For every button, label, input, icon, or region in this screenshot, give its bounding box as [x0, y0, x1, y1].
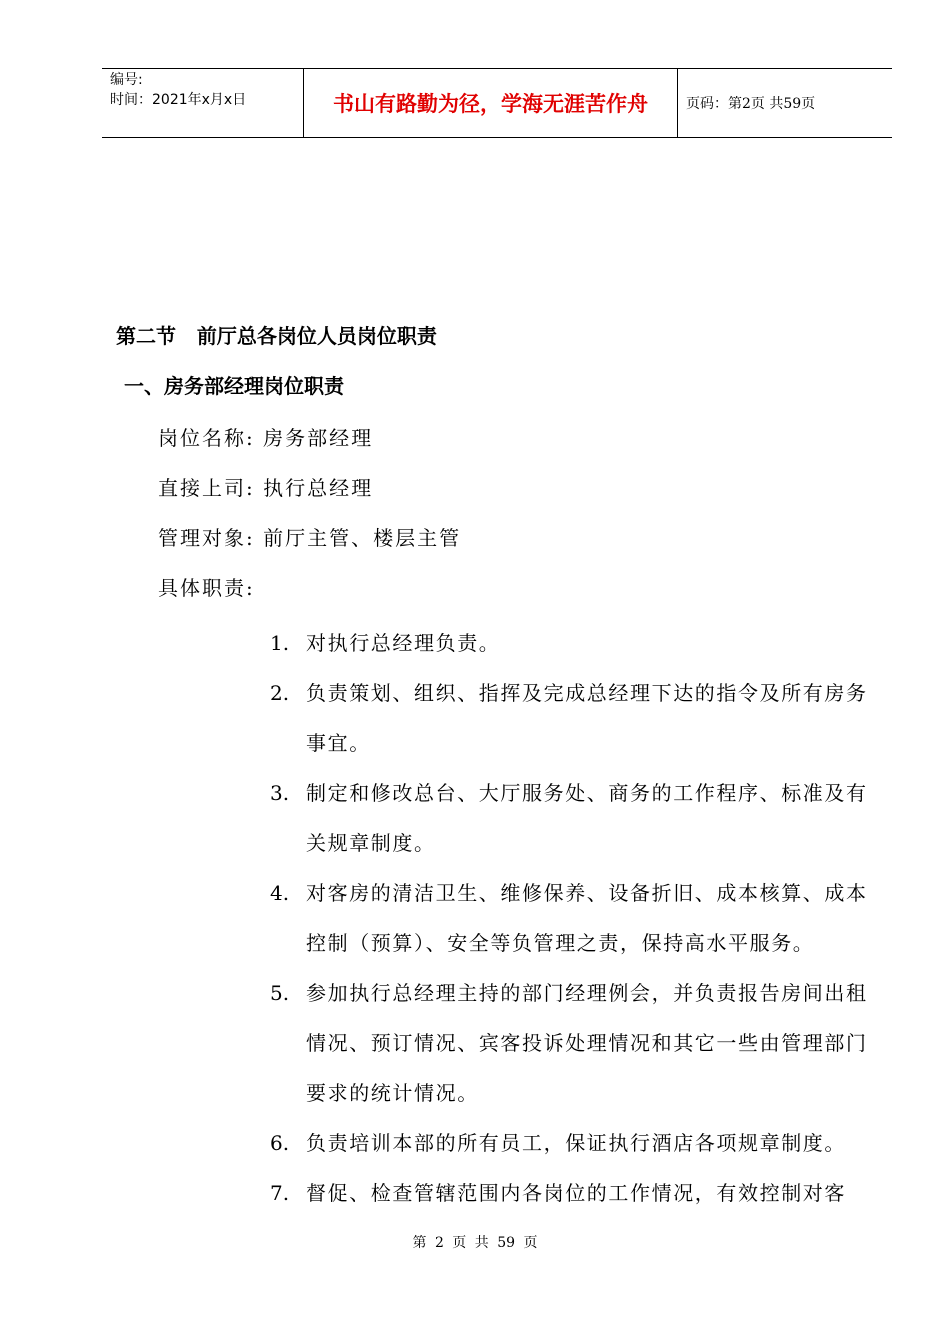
duty-text: 督促、检查管辖范围内各岗位的工作情况，有效控制对客	[306, 1181, 846, 1205]
list-item	[270, 768, 890, 868]
duty-text: 制定和修改总台、大厅服务处、商务的工作程序、标准及有关规章制度。	[306, 781, 868, 855]
document-date: 时间：2021年x月x日	[110, 92, 247, 108]
header-page-cell	[678, 69, 892, 137]
serial-number: 编号:	[110, 72, 143, 88]
duty-text: 对执行总经理负责。	[306, 631, 501, 655]
list-item	[270, 618, 890, 668]
duty-text: 负责培训本部的所有员工，保证执行酒店各项规章制度。	[306, 1131, 846, 1155]
duty-text: 对客房的清洁卫生、维修保养、设备折旧、成本核算、成本控制（预算）、安全等负管理之责，保持高水平服务。	[306, 881, 868, 955]
position-name-field: 岗位名称: 房务部经理	[158, 426, 374, 450]
list-item	[270, 968, 890, 1118]
list-item	[270, 668, 890, 768]
duty-list	[270, 618, 890, 1218]
section-title: 第二节 前厅总各岗位人员岗位职责	[116, 324, 437, 348]
duty-number: 6.	[270, 1131, 290, 1155]
motto: 书山有路勤为径，学海无涯苦作舟	[333, 92, 648, 116]
header-motto-cell	[304, 69, 678, 137]
header-meta-cell	[102, 69, 304, 137]
duties-label: 具体职责:	[158, 576, 255, 600]
supervisor-field: 直接上司: 执行总经理	[158, 476, 374, 500]
subsection-title: 一、房务部经理岗位职责	[124, 374, 344, 398]
duty-text: 参加执行总经理主持的部门经理例会，并负责报告房间出租情况、预订情况、宾客投诉处理情况和其它一些由管理部门要求的统计情况。	[306, 981, 868, 1105]
duty-number: 1.	[270, 631, 290, 655]
manages-field: 管理对象: 前厅主管、楼层主管	[158, 526, 462, 550]
list-item	[270, 868, 890, 968]
page-info: 页码：第2页 共59页	[686, 96, 816, 112]
duty-text: 负责策划、组织、指挥及完成总经理下达的指令及所有房务事宜。	[306, 681, 868, 755]
list-item	[270, 1118, 890, 1168]
duty-number: 5.	[270, 981, 290, 1005]
document-header	[102, 68, 892, 138]
duty-number: 4.	[270, 881, 290, 905]
duty-number: 3.	[270, 781, 290, 805]
page-footer: 第 2 页 共 59 页	[412, 1235, 538, 1251]
duty-number: 2.	[270, 681, 290, 705]
duty-number: 7.	[270, 1181, 290, 1205]
list-item	[270, 1168, 890, 1218]
